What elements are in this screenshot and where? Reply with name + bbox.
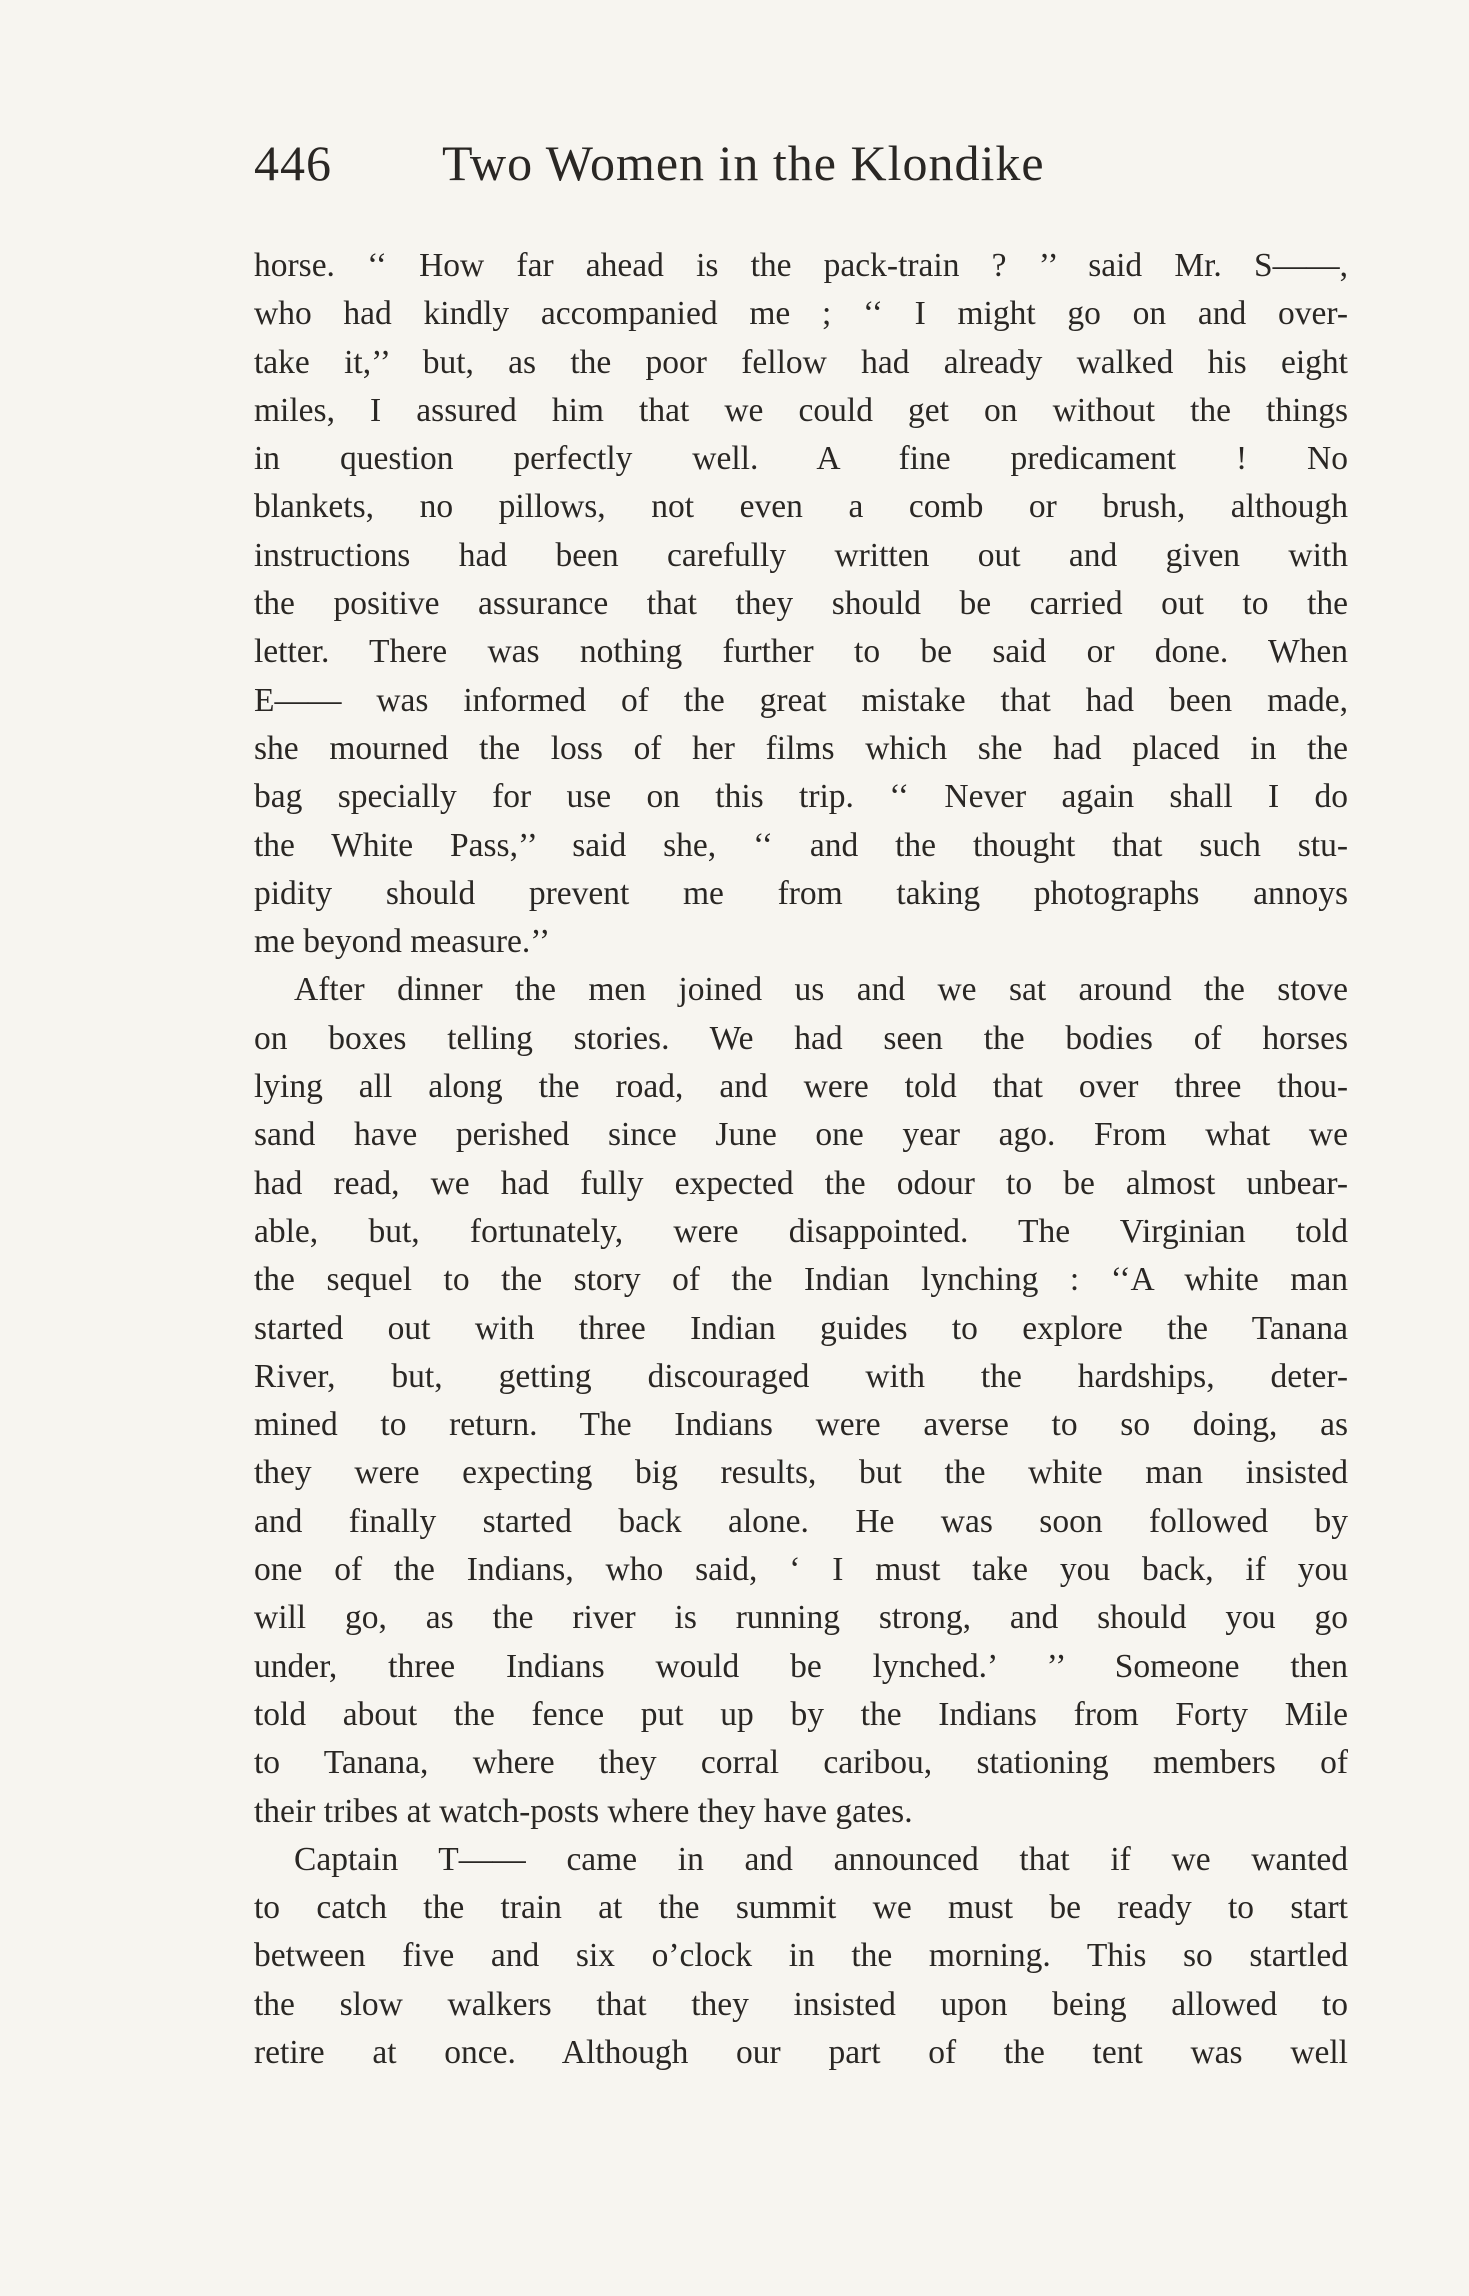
page-number: 446: [254, 135, 332, 191]
text-line: they were expecting big results, but the white man insisted: [254, 1454, 1348, 1492]
text-line: under, three Indians would be lynched.’ ’’ Someone then: [254, 1647, 1348, 1685]
text-line: sand have perished since June one year ago. From what we: [254, 1116, 1348, 1154]
body-text: [254, 242, 1348, 2077]
text-line: had read, we had fully expected the odour to be almost unbear-: [254, 1164, 1348, 1202]
text-line: lying all along the road, and were told that over three thou-: [254, 1068, 1348, 1106]
text-line: instructions had been carefully written out and given with: [254, 536, 1348, 574]
text-line: and finally started back alone. He was soon followed by: [254, 1502, 1348, 1540]
text-line: their tribes at watch-posts where they have gates.: [254, 1792, 913, 1830]
text-line: take it,’’ but, as the poor fellow had already walked his eight: [254, 343, 1348, 381]
text-line: will go, as the river is running strong, and should you go: [254, 1599, 1348, 1637]
text-line: retire at once. Although our part of the tent was well: [254, 2033, 1348, 2071]
paragraph-start-line: Captain T—— came in and announced that if we wanted: [294, 1840, 1348, 1878]
text-line: between five and six o’clock in the morning. This so startled: [254, 1937, 1348, 1975]
text-line: one of the Indians, who said, ‘ I must take you back, if you: [254, 1551, 1348, 1589]
running-title: Two Women in the Klondike: [442, 135, 1045, 191]
text-line: me beyond measure.’’: [254, 923, 551, 961]
text-line: letter. There was nothing further to be said or done. When: [254, 633, 1348, 671]
text-line: pidity should prevent me from taking photographs annoys: [254, 874, 1348, 912]
text-line: in question perfectly well. A fine predicament ! No: [254, 440, 1348, 478]
text-line: to catch the train at the summit we must be ready to start: [254, 1889, 1348, 1927]
text-line: the sequel to the story of the Indian lynching : ‘‘A white man: [254, 1261, 1348, 1299]
text-line: started out with three Indian guides to explore the Tanana: [254, 1309, 1348, 1347]
text-line: miles, I assured him that we could get on without the things: [254, 391, 1348, 429]
text-line: she mourned the loss of her films which she had placed in the: [254, 729, 1348, 767]
paragraph-start-line: After dinner the men joined us and we sat around the stove: [294, 971, 1348, 1009]
text-line: to Tanana, where they corral caribou, stationing members of: [254, 1744, 1348, 1782]
text-line: on boxes telling stories. We had seen the bodies of horses: [254, 1019, 1348, 1057]
text-line: the White Pass,’’ said she, ‘‘ and the thought that such stu-: [254, 826, 1348, 864]
text-line: who had kindly accompanied me ; ‘‘ I might go on and over-: [254, 295, 1348, 333]
text-line: the slow walkers that they insisted upon being allowed to: [254, 1985, 1348, 2023]
text-line: able, but, fortunately, were disappointed. The Virginian told: [254, 1212, 1348, 1250]
text-line: River, but, getting discouraged with the hardships, deter-: [254, 1357, 1348, 1395]
text-line: told about the fence put up by the Indians from Forty Mile: [254, 1695, 1348, 1733]
page-header: [254, 128, 1354, 198]
text-line: blankets, no pillows, not even a comb or brush, although: [254, 488, 1348, 526]
text-line: horse. ‘‘ How far ahead is the pack-train ? ’’ said Mr. S——,: [254, 247, 1348, 284]
text-line: mined to return. The Indians were averse to so doing, as: [254, 1406, 1348, 1444]
text-line: bag specially for use on this trip. ‘‘ Never again shall I do: [254, 778, 1348, 816]
text-line: E—— was informed of the great mistake that had been made,: [254, 681, 1348, 719]
text-line: the positive assurance that they should be carried out to the: [254, 585, 1348, 623]
